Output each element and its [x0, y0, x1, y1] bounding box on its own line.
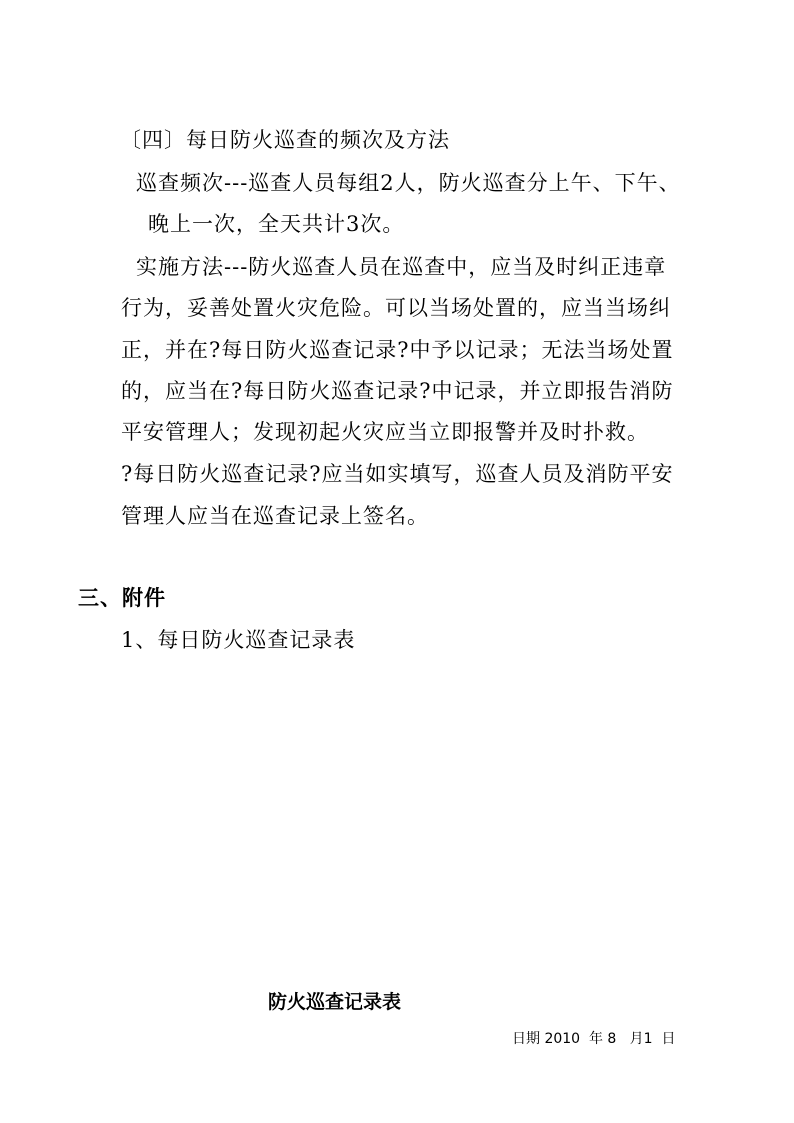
frequency-line-2: 晚上一次，全天共计3次。: [148, 212, 405, 236]
frequency-line-1: 巡查频次---巡查人员每组2人，防火巡查分上午、下午、: [136, 171, 681, 195]
method-line-4: 的，应当在?每日防火巡查记录?中记录，并立即报告消防: [121, 379, 674, 403]
attachment-item-1: 1、每日防火巡查记录表: [121, 628, 356, 652]
method-line-1: 实施方法---防火巡查人员在巡查中，应当及时纠正违章: [136, 255, 667, 279]
form-title: 防火巡查记录表: [268, 991, 402, 1013]
method-line-2: 行为，妥善处置火灾危险。可以当场处置的，应当当场纠: [121, 296, 671, 320]
record-line-1: ?每日防火巡查记录?应当如实填写，巡查人员及消防平安: [121, 462, 674, 486]
method-line-3: 正，并在?每日防火巡查记录?中予以记录；无法当场处置: [121, 338, 674, 362]
form-date-line: 日期 2010 年 8 月1 日: [512, 1031, 676, 1047]
record-line-2: 管理人应当在巡查记录上签名。: [121, 504, 429, 528]
section-3-heading: 三、附件: [78, 586, 166, 610]
section-4-heading: 〔四〕每日防火巡查的频次及方法: [120, 128, 450, 152]
method-line-5: 平安管理人；发现初起火灾应当立即报警并及时扑救。: [121, 420, 649, 444]
